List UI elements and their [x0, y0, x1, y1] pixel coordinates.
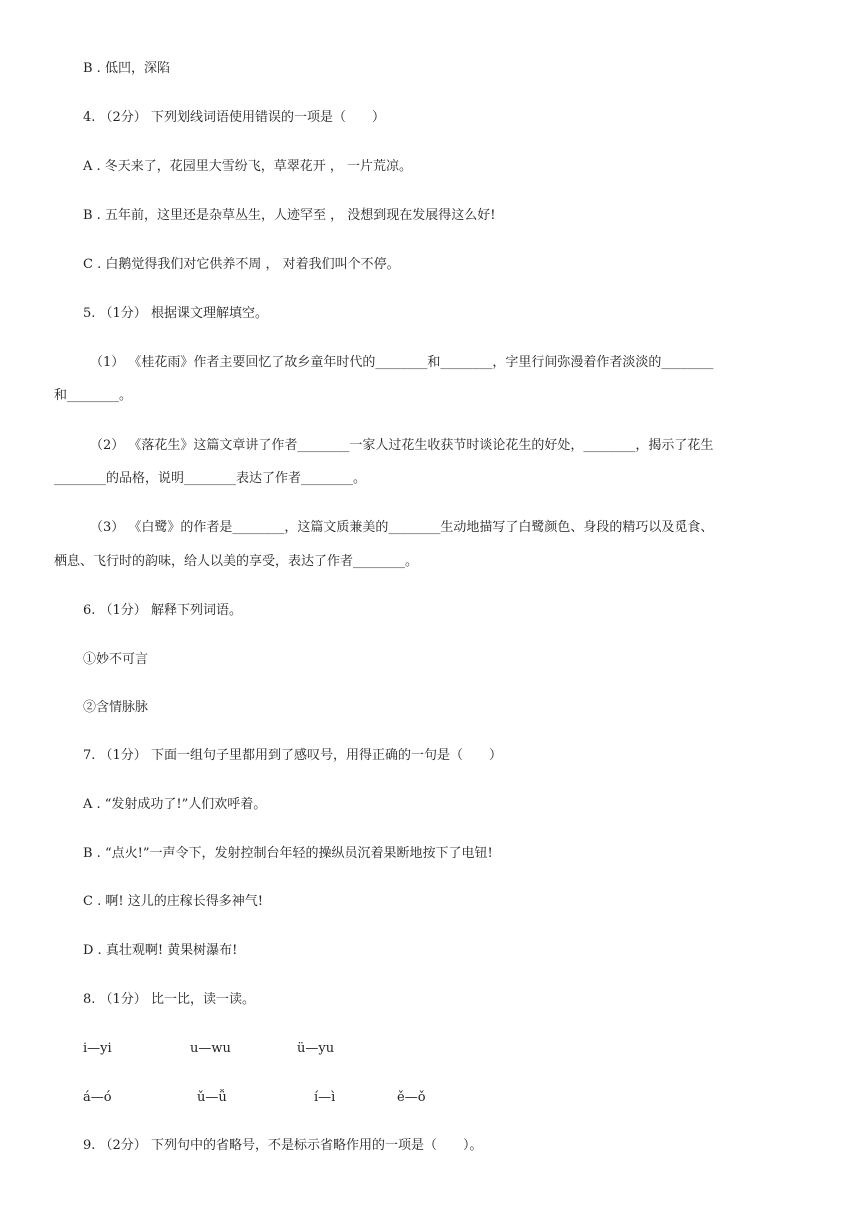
q7-stem: 7. （1分） 下面一组句子里都用到了感叹号，用得正确的一句是（ ） — [83, 748, 502, 763]
pinyin-pair: á—ó — [83, 1090, 112, 1105]
q4-stem: 4. （2分） 下列划线词语使用错误的一项是（ ） — [83, 110, 385, 125]
q8-stem: 8. （1分） 比一比，读一读。 — [83, 992, 255, 1007]
q6-item-2: ②含情脉脉 — [83, 700, 149, 715]
q5-item-3-line-1: （3） 《白鹭》的作者是________，这篇文质兼美的________生动地描写了白鹭颜色、身段的精巧以及觅食、 — [90, 520, 714, 535]
q7-option-a: A . “发射成功了!”人们欢呼着。 — [83, 797, 267, 812]
q4-option-b: B . 五年前，这里还是杂草丛生，人迹罕至 ， 没想到现在发展得这么好! — [83, 208, 496, 223]
q5-item-3-line-2: 栖息、飞行时的韵味，给人以美的享受，表达了作者________。 — [54, 554, 419, 569]
pinyin-pair: ü—yu — [297, 1041, 335, 1056]
q5-item-2-line-1: （2） 《落花生》这篇文章讲了作者________一家人过花生收获节时谈论花生的好处，________，揭示了花生 — [90, 438, 714, 453]
pinyin-pair: i—yi — [83, 1041, 112, 1056]
q9-stem: 9. （2分） 下列句中的省略号，不是标示省略作用的一项是（ ）。 — [83, 1138, 483, 1153]
q7-option-b: B . “点火!”一声令下，发射控制台年轻的操纵员沉着果断地按下了电钮! — [83, 846, 493, 861]
q5-stem: 5. （1分） 根据课文理解填空。 — [83, 306, 268, 321]
pinyin-pair: ǔ—ǚ — [197, 1090, 227, 1105]
pinyin-pair: u—wu — [190, 1041, 231, 1056]
q5-item-2-line-2: ________的品格，说明________表达了作者________。 — [54, 471, 367, 486]
q6-stem: 6. （1分） 解释下列词语。 — [83, 603, 242, 618]
q5-item-1-line-1: （1） 《桂花雨》作者主要回忆了故乡童年时代的________和________，字里行间弥漫着作者淡淡的________ — [90, 355, 714, 370]
q4-option-a: A . 冬天来了，花园里大雪纷飞，草翠花开 ， 一片荒凉。 — [83, 159, 413, 174]
q6-item-1: ①妙不可言 — [83, 652, 149, 667]
pinyin-pair: í—ì — [314, 1090, 336, 1105]
pinyin-pair: ě—ǒ — [397, 1090, 426, 1105]
q7-option-d: D . 真壮观啊! 黄果树瀑布! — [83, 943, 238, 958]
q4-option-c: C . 白鹅觉得我们对它供养不周 ， 对着我们叫个不停。 — [83, 257, 400, 272]
q7-option-c: C . 啊! 这儿的庄稼长得多神气! — [83, 894, 263, 909]
q3-option-b: B . 低凹，深陷 — [83, 61, 170, 76]
q5-item-1-line-2: 和________。 — [54, 388, 133, 403]
